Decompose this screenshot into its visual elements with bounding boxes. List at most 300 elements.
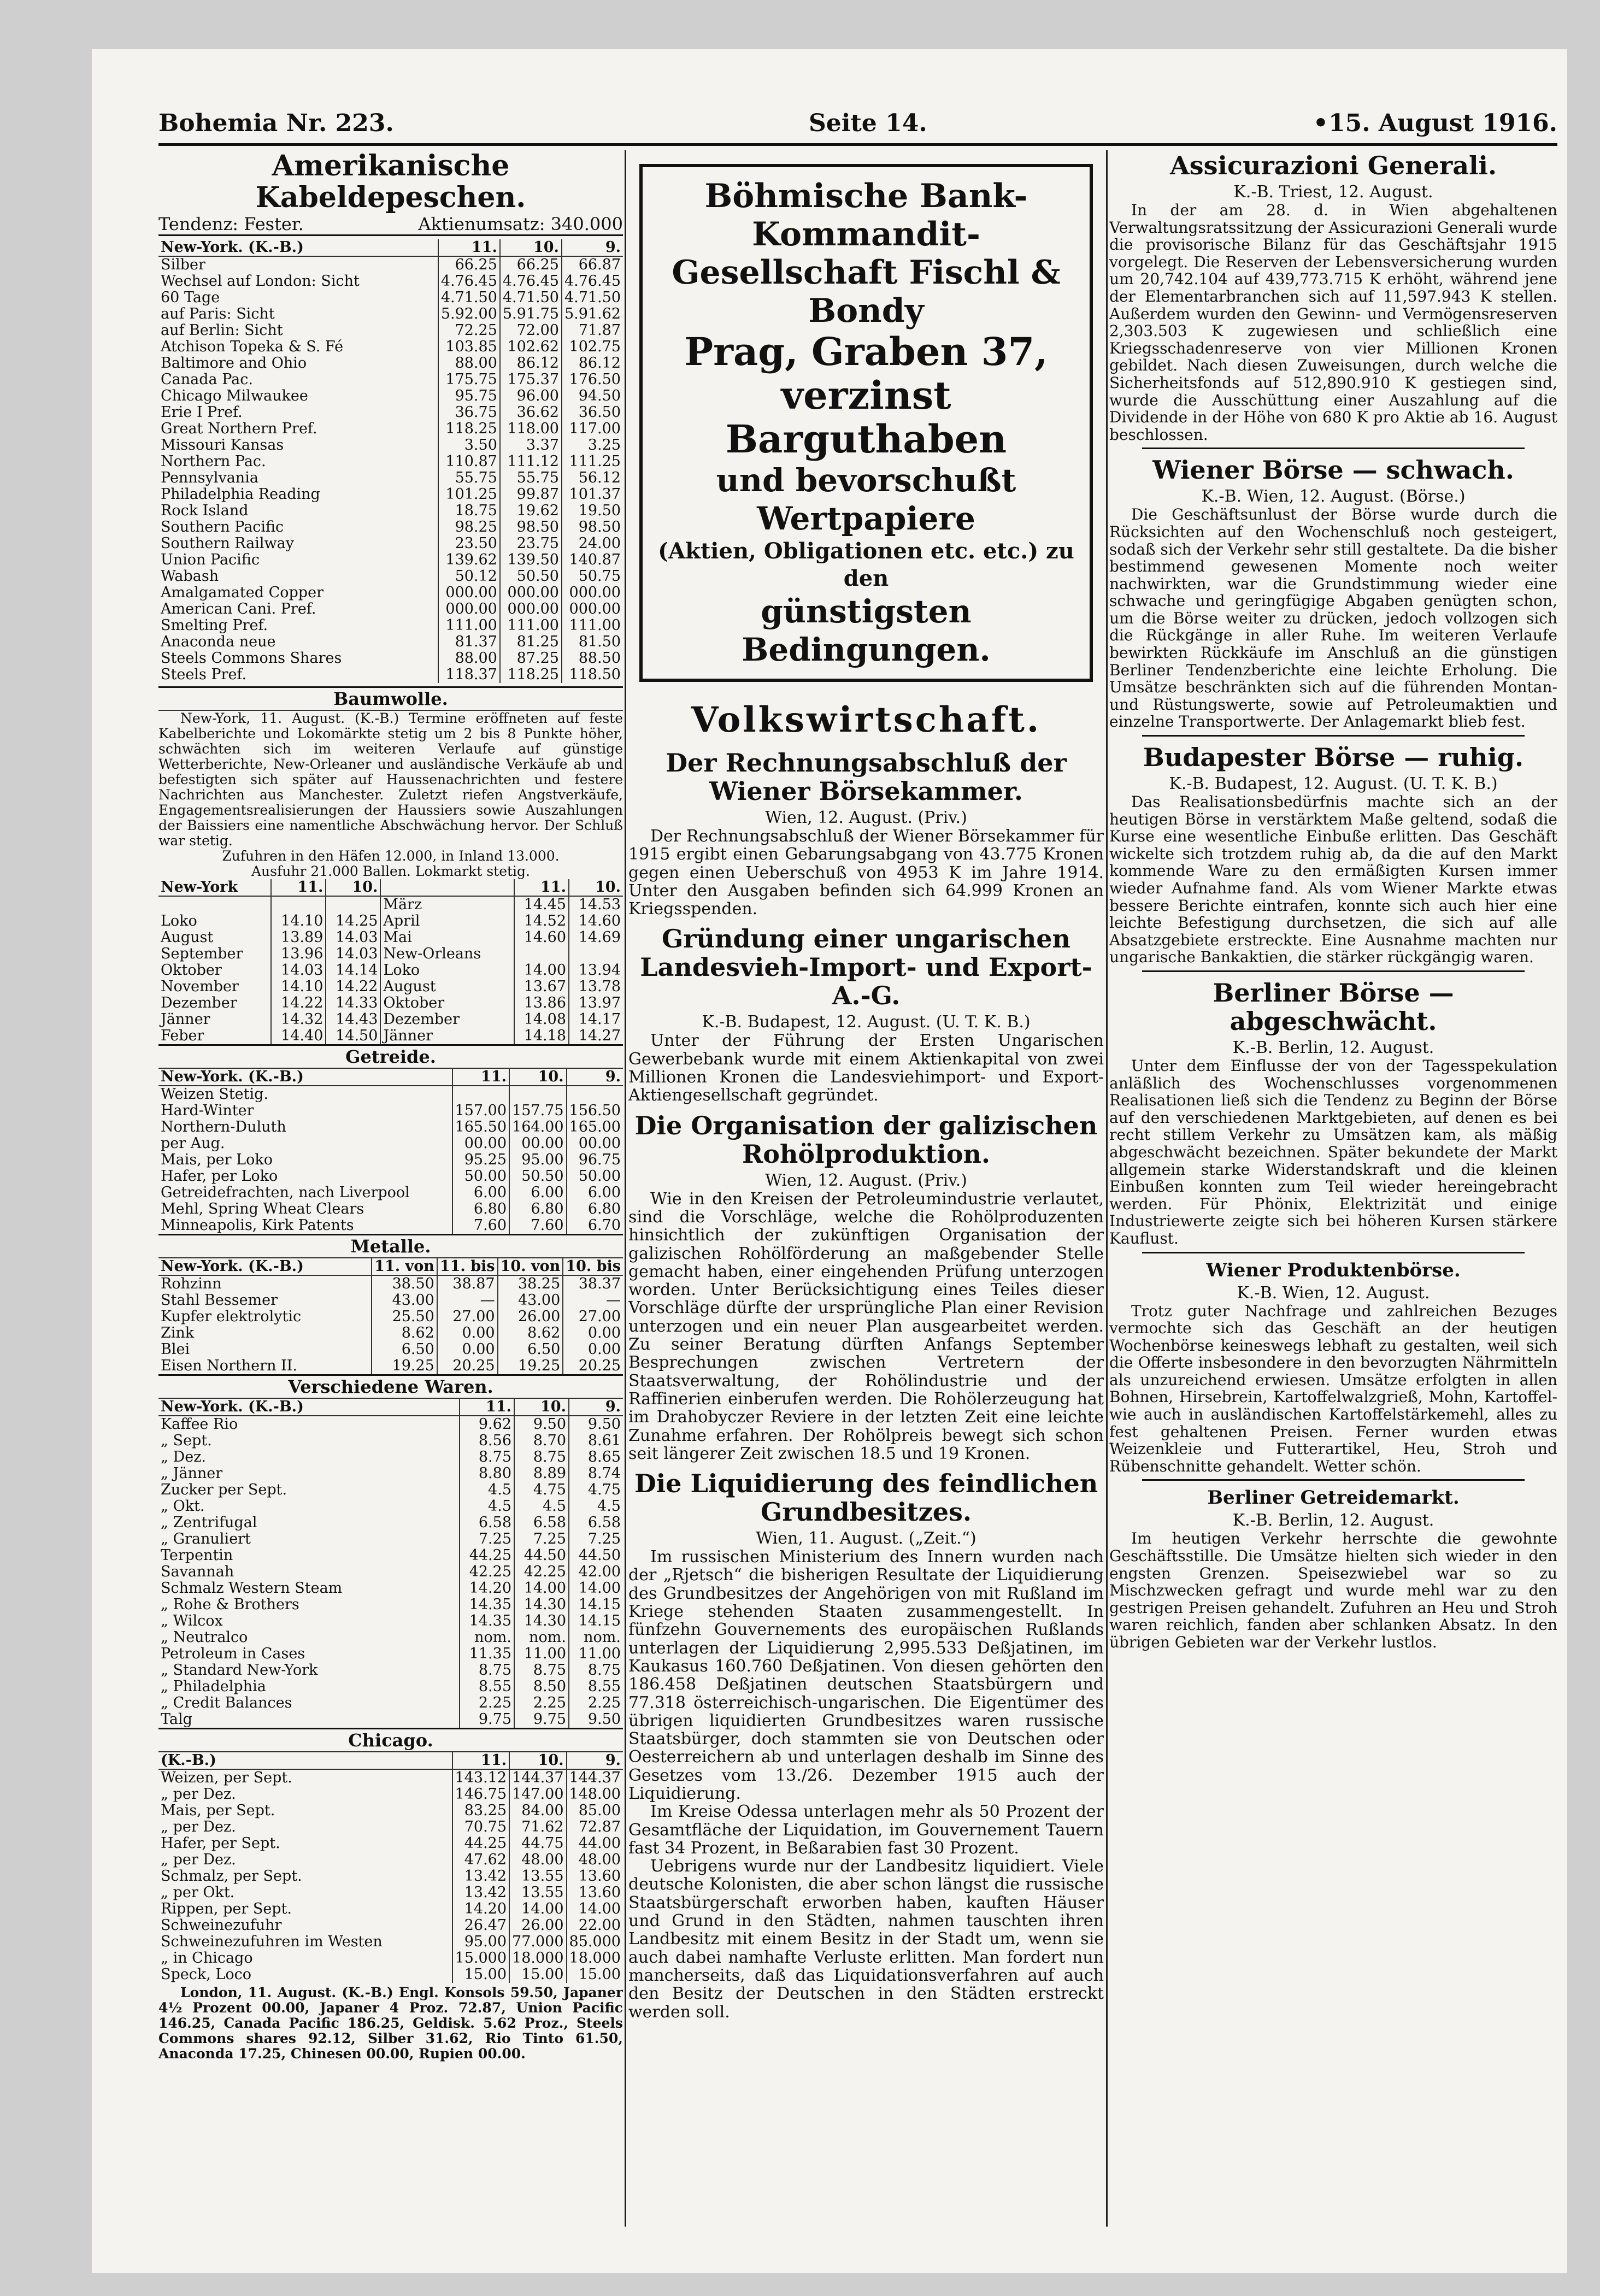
article-title: Assicurazioni Generali. [1170,151,1497,180]
th: 10. [509,1752,566,1769]
table-cell: 144.37 [509,1769,566,1786]
table-cell: 8.80 [460,1465,514,1482]
table-cell: 81.25 [500,634,562,650]
ad-line: (Aktien, Obligationen etc. etc.) zu den [658,538,1074,591]
table-cell: 14.30 [514,1613,569,1629]
table-cell: 44.25 [452,1835,509,1852]
ad-line: verzinst Barguthaben [725,373,1007,462]
table-cell: 14.15 [569,1613,623,1629]
table-cell: 13.97 [569,995,623,1011]
table-row [158,601,623,617]
table-cell: 72.87 [567,1819,623,1835]
table-cell: 4.71.50 [438,290,500,306]
table-cell: Philadelphia Reading [161,486,320,503]
table-cell: Stahl Bessemer [161,1292,278,1309]
table-row [158,503,623,519]
table-cell: 83.25 [452,1803,509,1819]
table-cell: 95.25 [452,1152,509,1168]
table-cell: 146.75 [452,1786,509,1803]
table-row [158,1168,623,1185]
table-cell: 148.00 [567,1786,623,1803]
table-cell: 14.00 [569,1580,623,1597]
th: 9. [569,1399,623,1416]
table-row [158,1309,623,1325]
table-cell: 118.00 [500,421,562,437]
table-cell: 7.25 [514,1531,569,1547]
table-cell: 81.37 [438,634,500,650]
article-title: Berliner Getreidemarkt. [1207,1487,1460,1509]
table-cell: 14.03 [326,929,380,946]
table-row [158,1629,623,1646]
table-row [158,1416,623,1433]
table-cell: Blei [161,1341,190,1358]
table-cell: „ per Dez. [161,1786,236,1803]
table-row [158,1433,623,1449]
table-row [158,1868,623,1885]
table-cell: Rohzinn [161,1275,222,1292]
article-text: Im russischen Ministerium des Innern wurden nach der „Rjetsch“ die bisherigen Resultate der Liquidierung des Grundbesitzes der Angehörigen von mit Rußland im Kriege stehenden Staaten zusammengestellt. In fünfzehn Gouvernements des europäischen Rußlands unterlagen der Liquidierung 2,995.533 Deßjatinen, im Kaukasus 160.760 Deßjatinen. Von diesen gehörten den 186.458 Deßjatinen deutschen Staatsbürgern und 77.318 österreichisch-ungarischen. Die Eigentümer des übrigen liquidierten Grundbesitzes waren russische Staatsbürger, doch stammten sie von Deutschen oder Oesterreichern ab und unterlagen deshalb im Sinne des Gesetzes vom 13./26. Dezember 1915 auch der Liquidierung. [628,1547,1104,1803]
table-row [158,1498,623,1515]
table-row [158,568,623,585]
column-exchanges [1109,150,1557,2230]
table-cell: 7.60 [452,1217,509,1234]
table-row [158,634,623,650]
table-cell: Mais, per Loko [161,1152,273,1168]
table-cell: 23.50 [438,535,500,552]
table-row [158,1786,623,1803]
table-cell: 6.80 [452,1201,509,1217]
table-row [158,929,623,946]
table-row [158,388,623,404]
table-cell [452,1086,509,1103]
article-title: Berliner Börse — abgeschwächt. [1213,978,1454,1036]
table-cell: 165.00 [567,1119,623,1135]
article-text: Uebrigens wurde nur der Landbesitz liquidiert. Viele deutsche Kolonisten, die aber schon längst die russische Staatsbürgerschaft erworben haben, kauften Häuser und Grund in den Städten, nahmen tauschten ihren Landbesitz mit einem Besitz in der Stadt um, wenn sie auch dabei namhafte Verluste erlitten. Man fordert nun mancherseits, daß das Liquidationsverfahren auf auch den Besitz der Deutschen in den Städten erstreckt werden soll. [628,1857,1104,2022]
table-cell: 157.00 [452,1103,509,1119]
table-row [158,1531,623,1547]
th [380,879,514,896]
table-cell: August [161,929,214,946]
table-cell: „ Wilcox [161,1613,223,1629]
chicago-title: Chicago. [158,1728,623,1752]
table-cell: „ Standard New-York [161,1662,318,1679]
table-cell: 20.25 [563,1358,623,1374]
table-cell: 139.50 [500,552,562,568]
table-cell: 81.50 [562,634,623,650]
table-cell: 95.00 [452,1934,509,1950]
table-cell: Dezember [380,1011,514,1028]
table-row [158,1901,623,1917]
table-cell: — [437,1292,498,1309]
table-cell: Oktober [161,962,222,979]
table-cell: Atchison Topeka & S. Fé [161,339,344,355]
table-cell: 8.62 [498,1325,563,1341]
header-center: Seite 14. [809,109,927,137]
table-cell: 95.00 [509,1152,566,1168]
th: 11. [271,879,326,896]
table-row [158,322,623,339]
table-cell: 14.33 [326,995,380,1011]
table-row [158,256,623,273]
table-cell: Talg [161,1711,192,1728]
chicago-table [158,1752,623,1983]
table-cell [326,896,380,913]
table-row [158,1103,623,1119]
table-row [158,486,623,503]
table-cell [158,896,271,913]
table-cell: Jänner [380,1028,514,1044]
table-cell: Weizen, per Sept. [161,1769,292,1786]
table-cell: 42.00 [569,1564,623,1580]
article-dateline: Wien, 12. August. (Priv.) [765,808,967,827]
table-cell: 157.75 [509,1103,566,1119]
table-cell: 19.50 [562,503,623,519]
table-cell: 11.00 [569,1646,623,1662]
table-cell: 13.60 [567,1868,623,1885]
table-cell: 14.25 [326,913,380,929]
table-cell: Silber [161,256,205,273]
ad-line: günstigsten Bedingungen. [742,593,991,668]
goods-table [158,1399,623,1728]
table-cell: Mehl, Spring Wheat Clears [161,1201,364,1217]
th: New-York. (K.-B.) [158,1399,460,1416]
table-cell: Schweinezufuhr [161,1917,282,1934]
table-cell: „ Philadelphia [161,1679,266,1695]
cotton-supply: Zufuhren in den Häfen 12.000, in Inland 13.000. [222,848,560,864]
ad-line: Prag, Graben 37, [684,329,1048,374]
table-row [158,962,623,979]
table-cell: 14.00 [509,1901,566,1917]
table-cell: 8.75 [460,1662,514,1679]
th: 11. [514,879,569,896]
table-cell: „ Dez. [161,1449,207,1465]
table-cell: 13.55 [509,1868,566,1885]
table-cell: 85.00 [567,1803,623,1819]
table-cell: 7.25 [460,1531,514,1547]
table-cell: 6.50 [372,1341,437,1358]
table-cell: „ Zentrifugal [161,1515,257,1531]
table-cell: 175.37 [500,372,562,388]
divider [1142,1252,1525,1253]
table-row [158,1011,623,1028]
table-cell: 70.75 [452,1819,509,1835]
table-cell: Hafer, per Loko [161,1168,278,1185]
table-cell: 14.50 [326,1028,380,1044]
table-cell: 00.00 [452,1135,509,1152]
table-cell: 14.27 [569,1028,623,1044]
table-cell: 23.75 [500,535,562,552]
table-cell: „ per Okt. [161,1885,235,1901]
table-cell: 13.78 [569,979,623,995]
table-row [158,519,623,535]
table-cell: 36.50 [562,404,623,421]
table-cell: Steels Commons Shares [161,650,342,667]
table-cell: 144.37 [567,1769,623,1786]
table-cell: 86.12 [500,355,562,372]
article-text: Trotz guter Nachfrage und zahlreichen Bezuges vermochte sich das Geschäft an der heutigen Wochenbörse keineswegs lebhaft zu gestalten, weil sich die Offerte insbesondere in den bevorzugten Nährmitteln als unzureichend erwiesen. Umsätze erfolgten in allen Bohnen, Hirsebrein, Kartoffelwalzgrieß, Mohn, Kartoffel- wie auch in ausländischen Kartoffelstärkemehl, alles zu fest gehaltenen Preisen. Ferner wurden etwas Weizenkleie und Futterartikel, Heu, Stroh und Rübenschnitte gehandelt. Wetter schön. [1109,1302,1557,1475]
table-cell: Wabash [161,568,219,585]
table-cell: 13.67 [514,979,569,995]
table-cell: 50.50 [500,568,562,585]
table-cell: 13.96 [271,946,326,962]
table-cell: Missouri Kansas [161,437,284,454]
article-title: Wiener Produktenbörse. [1206,1259,1461,1281]
article-text: Im Kreise Odessa unterlagen mehr als 50 Prozent der Gesamtfläche der Liquidation, im Gouvernement Tauern fast 34 Prozent, in Beßarabien fast 30 Prozent. [628,1802,1104,1858]
header-left: Bohemia Nr. 223. [158,109,394,137]
table-row [158,1341,623,1358]
table-cell: „ in Chicago [161,1950,253,1967]
table-cell: 11.35 [460,1646,514,1662]
table-cell: 14.15 [569,1597,623,1613]
table-cell: 14.08 [514,1011,569,1028]
metals-table [158,1258,623,1374]
article-dateline: K.-B. Budapest, 12. August. (U. T. K. B.) [1169,774,1498,794]
table-cell: — [563,1292,623,1309]
table-cell: 50.00 [452,1168,509,1185]
table-cell: 13.89 [271,929,326,946]
table-row [158,1917,623,1934]
table-cell: 42.25 [460,1564,514,1580]
table-cell: auf Paris: Sicht [161,306,275,322]
table-cell: Jänner [161,1011,210,1028]
table-row [158,1185,623,1201]
table-cell: 101.37 [562,486,623,503]
table-row [158,1819,623,1835]
table-cell: 60 Tage [161,290,220,306]
table-cell: 8.50 [514,1679,569,1695]
divider [1142,970,1525,972]
table-cell: Zink [161,1325,195,1341]
table-row [158,290,623,306]
th: 10. bis [563,1258,623,1275]
table-cell: 14.60 [569,913,623,929]
article-dateline: Wien, 12. August. (Priv.) [765,1170,967,1190]
table-cell: 14.18 [514,1028,569,1044]
th: 11. [452,1069,509,1086]
table-cell [567,1086,623,1103]
table-cell: 26.47 [452,1917,509,1934]
table-cell: 19.25 [498,1358,563,1374]
table-cell: 140.87 [562,552,623,568]
th: New-York [158,879,271,896]
table-cell: Speck, Loco [161,1967,251,1983]
table-row [158,1564,623,1580]
table-cell: Pennsylvania [161,470,258,486]
table-cell: 9.50 [569,1711,623,1728]
table-cell: 4.76.45 [438,273,500,290]
divider [1142,448,1525,449]
column-markets [158,150,623,2230]
table-cell: 36.62 [500,404,562,421]
table-row [158,1711,623,1728]
table-cell: 44.00 [567,1835,623,1852]
table-cell: 14.60 [514,929,569,946]
article-dateline: K.-B. Berlin, 12. August. [1232,1511,1434,1530]
table-row [158,896,623,913]
table-cell [514,946,569,962]
table-cell: 26.00 [498,1309,563,1325]
table-cell: 18.000 [567,1950,623,1967]
table-cell: 55.75 [500,470,562,486]
table-cell: 44.25 [460,1547,514,1564]
table-cell: Dezember [161,995,237,1011]
table-cell: Amalgamated Copper [161,585,323,601]
table-cell: 000.00 [562,601,623,617]
table-cell: 38.37 [563,1275,623,1292]
table-cell: 50.75 [562,568,623,585]
table-cell: 95.75 [438,388,500,404]
table-cell: 6.80 [509,1201,566,1217]
table-cell: 102.75 [562,339,623,355]
cotton-title: Baumwolle. [158,686,623,711]
table-cell [509,1086,566,1103]
table-cell: 66.87 [562,256,623,273]
table-cell: 56.12 [562,470,623,486]
table-cell: Chicago Milwaukee [161,388,308,404]
article-text: Unter dem Einflusse der von der Tagesspekulation anläßlich des Wochenschlusses vorgenommenen Realisationen ließ sich die Tendenz zu Beginn der Börse auf den verschiedenen Marktgebieten, auf denen es bei recht stillem Verkehr zu Umsätzen kam, als mäßig abgeschwächt bezeichnen. Später bekundete der Markt allgemein starke Widerstandskraft und die kleinen Einbußen konnten zum Teil wieder hereingebracht werden. Für Phönix, Elektrizität und einige Industriewerte zeigte sich bei höheren Kursen stärkere Kauflust. [1109,1056,1557,1247]
table-row [158,1217,623,1234]
table-cell: Schmalz, per Sept. [161,1868,302,1885]
table-cell [271,896,326,913]
table-row [158,404,623,421]
table-cell: 118.50 [562,667,623,683]
table-cell: 14.22 [326,979,380,995]
th: 9. [567,1069,623,1086]
table-cell: 14.22 [271,995,326,1011]
th: 10. von [498,1258,563,1275]
article-dateline: K.-B. Triest, 12. August. [1233,182,1433,202]
table-cell: August [380,979,514,995]
table-cell: Rippen, per Sept. [161,1901,292,1917]
th: 11. von [372,1258,437,1275]
table-cell: 98.50 [500,519,562,535]
article-title: Die Liquidierung des feindlichen Grundbesitzes. [634,1469,1098,1527]
table-cell: Southern Pacific [161,519,284,535]
table-cell: nom. [514,1629,569,1646]
table-cell: Weizen Stetig. [161,1086,269,1103]
table-cell: 14.03 [271,962,326,979]
table-cell: 15.00 [509,1967,566,1983]
table-cell: 38.50 [372,1275,437,1292]
table-row [158,339,623,355]
table-cell: 6.00 [509,1185,566,1201]
table-cell: 27.00 [563,1309,623,1325]
article-text: In der am 28. d. in Wien abgehaltenen Verwaltungsratssitzung der Assicurazioni Generali wurde die provisorische Bilanz für das Geschäftsjahr 1915 vorgelegt. Die Reserven der Lebensversicherung wurden um 20,742.104 auf 439,773.715 K erhöht, während jene der Elementarbranchen sich auf 11,597.943 K stellen. Außerdem wurden den Gewinn- und Vermögensreserven 2,303.503 K zugewiesen und schließlich eine Kriegsschadenreserve von vier Millionen Kronen gebildet. Nach diesen Zuweisungen, durch welche die Sicherheitsfonds auf 512,890.910 K gestiegen sind, wurde die Ausschüttung einer Auszahlung auf die Dividende in der Höhe von 680 K pro Aktie ab 16. August beschlossen. [1109,201,1557,444]
table-cell: New-Orleans [380,946,514,962]
table-cell: 4.71.50 [562,290,623,306]
table-cell: 000.00 [438,585,500,601]
table-cell: per Aug. [161,1135,225,1152]
table-row [158,1803,623,1819]
table-cell: 118.25 [438,421,500,437]
table-cell: 87.25 [500,650,562,667]
table-cell: 118.37 [438,667,500,683]
cotton-text: New-York, 11. August. (K.-B.) Termine eröffneten auf feste Kabelberichte und Lokomärkte stetig um 2 bis 8 Punkte höher, schwächten sich im weiteren Verlaufe auf günstige Wetterberichte, New-Orleaner und ausländische Verkäufe ab und befestigten sich später auf Haussenachrichten und festere Nachrichten aus Manchester. Zuletzt riefen Angstverkäufe, Engagementsrealisierungen der Haussiers sowie Auszahlungen der Baissiers eine namentliche Abschwächung hervor. Der Schluß war stetig. [158,710,623,849]
table-cell: 24.00 [562,535,623,552]
cotton-head [158,879,623,896]
table-cell: 9.75 [514,1711,569,1728]
table-cell: „ Granuliert [161,1531,251,1547]
table-cell: „ Rohe & Brothers [161,1597,299,1613]
table-cell: 66.25 [500,256,562,273]
table-cell: Minneapolis, Kirk Patents [161,1217,354,1234]
header-right: •15. August 1916. [1313,109,1557,137]
table-cell: 6.58 [514,1515,569,1531]
table-cell: 0.00 [563,1325,623,1341]
table-cell: Canada Pac. [161,372,253,388]
table-cell: 20.25 [437,1358,498,1374]
table-cell: 25.50 [372,1309,437,1325]
th: (K.-B.) [158,1752,452,1769]
table-cell: 8.61 [569,1433,623,1449]
table-cell: 9.50 [514,1416,569,1433]
table-cell: Erie I Pref. [161,404,243,421]
table-cell: 111.12 [500,454,562,470]
table-cell: 50.50 [509,1168,566,1185]
table-cell: 96.00 [500,388,562,404]
table-cell: 14.43 [326,1011,380,1028]
stocks-head [158,239,623,256]
table-cell: 86.12 [562,355,623,372]
table-cell: 14.40 [271,1028,326,1044]
table-cell: 9.75 [460,1711,514,1728]
table-cell: 15.000 [452,1950,509,1967]
cotton-table [158,879,623,1044]
table-cell: 15.00 [567,1967,623,1983]
th: 10. [569,879,623,896]
article-title: Der Rechnungsabschluß der Wiener Börsekammer. [666,748,1067,806]
th: New-York. (K.-B.) [158,239,438,256]
table-cell: 14.52 [514,913,569,929]
table-cell: Mais, per Sept. [161,1803,275,1819]
table-row [158,1515,623,1531]
table-cell: 36.75 [438,404,500,421]
table-cell: 77.000 [509,1934,566,1950]
table-cell: Eisen Northern II. [161,1358,297,1374]
table-cell: auf Berlin: Sicht [161,322,283,339]
table-cell: 00.00 [567,1135,623,1152]
table-cell: Southern Railway [161,535,295,552]
table-row [158,617,623,634]
table-cell: 4.76.45 [562,273,623,290]
table-cell: Union Pacific [161,552,260,568]
table-cell: 111.00 [562,617,623,634]
table-row [158,1201,623,1217]
metals-head [158,1258,623,1275]
table-row [158,1482,623,1498]
ad-line: und bevorschußt Wertpapiere [716,462,1016,537]
section-title: Volkswirtschaft. [691,699,1042,740]
table-cell: 14.69 [569,929,623,946]
table-cell: Zucker per Sept. [161,1482,287,1498]
table-cell: 26.00 [509,1917,566,1934]
table-cell: September [161,946,243,962]
table-row [158,372,623,388]
table-row [158,650,623,667]
chicago-head [158,1752,623,1769]
article-text: Der Rechnungsabschluß der Wiener Börsekammer für 1915 ergibt einen Gebarungsabgang von 43.775 Kronen gegen einen Ueberschuß von 4953 K im Jahre 1914. Unter den Ausgaben befinden sich 64.999 Kronen an Kriegsspenden. [628,827,1104,919]
table-cell: American Cani. Pref. [161,601,316,617]
table-cell: 117.00 [562,421,623,437]
table-cell: Northern Pac. [161,454,266,470]
table-cell: Schmalz Western Steam [161,1580,343,1597]
grain-title: Getreide. [158,1044,623,1069]
table-cell: 50.00 [567,1168,623,1185]
table-cell: 19.62 [500,503,562,519]
article-dateline: K.-B. Wien, 12. August. [1237,1283,1430,1303]
th: 11. [438,239,500,256]
table-cell: 8.75 [460,1449,514,1465]
